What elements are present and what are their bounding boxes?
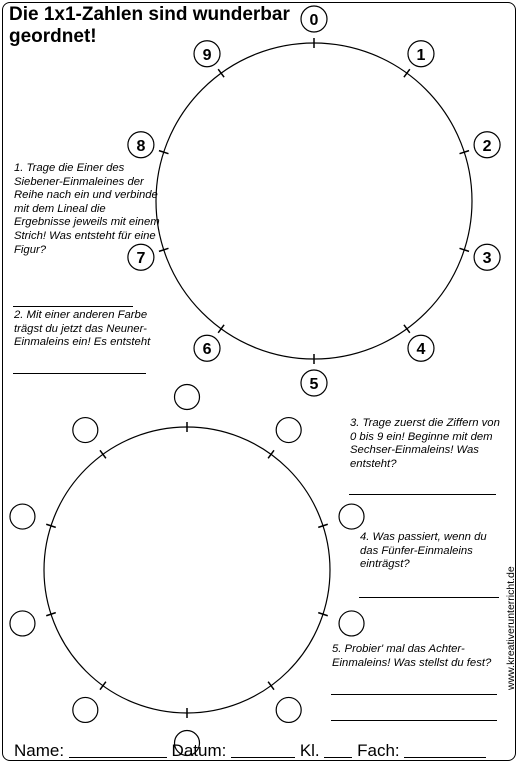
date-label: Datum: xyxy=(171,741,227,760)
top-digit-label: 6 xyxy=(202,341,212,359)
top-digit-label: 5 xyxy=(309,376,319,393)
bottom-ring xyxy=(44,427,330,713)
task-5-text: 5. Probier' mal das Achter-Einmaleins! Was stellst du fest? xyxy=(332,643,492,669)
bottom-tick xyxy=(268,450,274,458)
top-tick xyxy=(404,69,410,77)
task-4-text: 4. Was passiert, wenn du das Fünfer-Einmaleins einträgst? xyxy=(360,531,487,571)
top-digit-label: 1 xyxy=(416,46,426,64)
wheel-bottom xyxy=(10,385,364,756)
subject-field[interactable] xyxy=(404,743,486,758)
top-tick xyxy=(218,69,224,77)
subject-label: Fach: xyxy=(357,741,400,760)
top-digit-label: 9 xyxy=(202,46,212,64)
website-watermark: www.kreativerunterricht.de xyxy=(505,566,517,690)
answer-line-5b[interactable] xyxy=(331,720,497,721)
wheel-top xyxy=(128,6,500,396)
top-digit-label: 8 xyxy=(136,137,146,155)
answer-line-2[interactable] xyxy=(13,373,146,374)
answer-line-1[interactable] xyxy=(13,306,133,307)
bottom-digit-bubble[interactable] xyxy=(276,418,301,443)
date-field[interactable] xyxy=(231,743,295,758)
bottom-digit-bubble[interactable] xyxy=(10,611,35,636)
top-digit-label: 7 xyxy=(136,250,146,268)
top-tick xyxy=(404,325,410,333)
class-field[interactable] xyxy=(324,743,352,758)
bottom-tick xyxy=(100,450,106,458)
top-digit-label: 0 xyxy=(309,12,319,29)
bottom-digit-bubble[interactable] xyxy=(73,697,98,722)
class-label: Kl. xyxy=(299,741,320,760)
answer-line-4[interactable] xyxy=(359,597,499,598)
bottom-digit-bubble[interactable] xyxy=(73,418,98,443)
task-2-text: 2. Mit einer anderen Farbe trägst du jetzt das Neuner-Einmaleins ein! Es entsteht xyxy=(14,309,151,349)
bottom-digit-bubble[interactable] xyxy=(175,385,200,410)
bottom-digit-bubble[interactable] xyxy=(10,504,35,529)
name-label: Name: xyxy=(14,741,65,760)
answer-line-5a[interactable] xyxy=(331,694,497,695)
bottom-digit-bubble[interactable] xyxy=(276,697,301,722)
task-1-text: 1. Trage die Einer des Siebener-Einmaleines der Reihe nach ein und verbinde mit dem Lineal die Ergebnisse jeweils mit einem Strich! Was entsteht für eine Figur? xyxy=(14,162,160,256)
task-3-text: 3. Trage zuerst die Ziffern von 0 bis 9 ein! Beginne mit dem Sechser-Einmaleins! Was entsteht? xyxy=(350,417,500,470)
footer-fields xyxy=(14,741,486,761)
bottom-tick xyxy=(268,682,274,690)
bottom-digit-bubble[interactable] xyxy=(339,504,364,529)
page-title: Die 1x1-Zahlen sind wunderbar geordnet! xyxy=(9,4,290,47)
bottom-digit-bubble[interactable] xyxy=(339,611,364,636)
top-tick xyxy=(218,325,224,333)
answer-line-3[interactable] xyxy=(349,494,496,495)
bottom-tick xyxy=(100,682,106,690)
name-field[interactable] xyxy=(69,743,167,758)
top-ring xyxy=(156,43,472,359)
top-digit-label: 3 xyxy=(482,250,492,268)
top-digit-label: 4 xyxy=(416,341,426,359)
top-digit-label: 2 xyxy=(482,137,492,155)
